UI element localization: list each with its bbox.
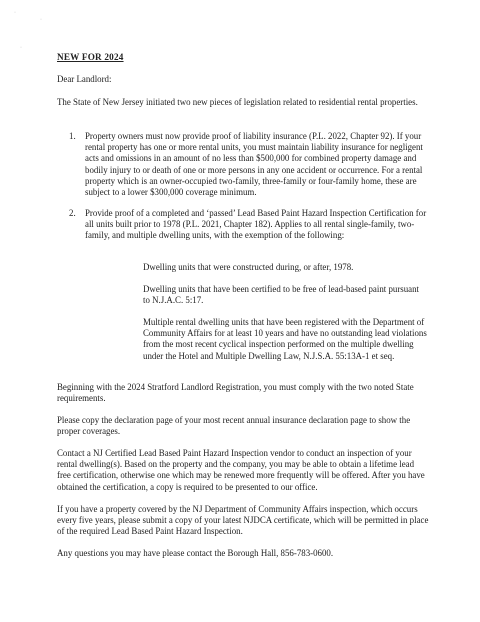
compliance-paragraph: Beginning with the 2024 Stratford Landlord Registration, you must comply with the two noted State requirements. [57,382,414,404]
list-item-lead-inspection: Provide proof of a completed and ‘passed’ Lead Based Paint Hazard Inspection Certification for all units built prior to 1978 (P.L. 2021, Chapter 182). Applies to all rental single-family, two-family, and multiple dwelling units, with the exemption of the following: [85,208,427,241]
exemption-item: Dwelling units that were constructed during, or after, 1978. [143,262,354,272]
contact-paragraph: Any questions you may have please contact the Borough Hall, 856-783-0600. [57,548,334,558]
insurance-copy-paragraph: Please copy the declaration page of your most recent annual insurance declaration page to show the proper coverages. [57,415,411,437]
scan-speck: · [20,45,22,51]
list-item-insurance: Property owners must now provide proof of liability insurance (P.L. 2022, Chapter 92). If your rental property has one or more rental units, you must maintain liability insurance for negligent acts and omissions in an amount of no less than $500,000 for combined property damage and bodily injury to or death of one or more persons in any one accident or occurrence. For a rental property which is an owner-occupied two-family, three-family or four-family home, these are subject to a lower $300,000 coverage minimum. [85,131,423,198]
exemption-item: Multiple rental dwelling units that have been registered with the Department of Community Affairs for at least 10 years and have no outstanding lead violations from the most recent cyclical inspection performed on the multiple dwelling under the Hotel and Multiple Dwelling Law, N.J.S.A. 55:13A-1 et seq. [143,317,427,361]
njdca-paragraph: If you have a property covered by the NJ Department of Community Affairs inspection, which occurs every five years, please submit a copy of your latest NJDCA certificate, which will be permitted in place of the required Lead Based Paint Hazard Inspection. [57,504,429,537]
exemption-item: Dwelling units that have been certified to be free of lead-based paint pursuant to N.J.A.C. 5:17. [143,284,420,306]
scan-speck: · [40,17,42,23]
salutation: Dear Landlord: [57,74,112,84]
intro-paragraph: The State of New Jersey initiated two new pieces of legislation related to residential rental properties. [57,97,418,107]
list-item-number: 1. [69,131,76,141]
letter-heading: NEW FOR 2024 [57,52,124,62]
scan-speck: · [14,10,16,16]
list-item-number: 2. [69,208,76,218]
inspection-vendor-paragraph: Contact a NJ Certified Lead Based Paint Hazard Inspection vendor to conduct an inspection of your rental dwelling(s). Based on the property and the company, you may be able to obtain a lifetime lead free certification, otherwise one which may be renewed more frequently will be offered. After you have obtained the certification, a copy is required to be presented to our office. [57,448,425,492]
